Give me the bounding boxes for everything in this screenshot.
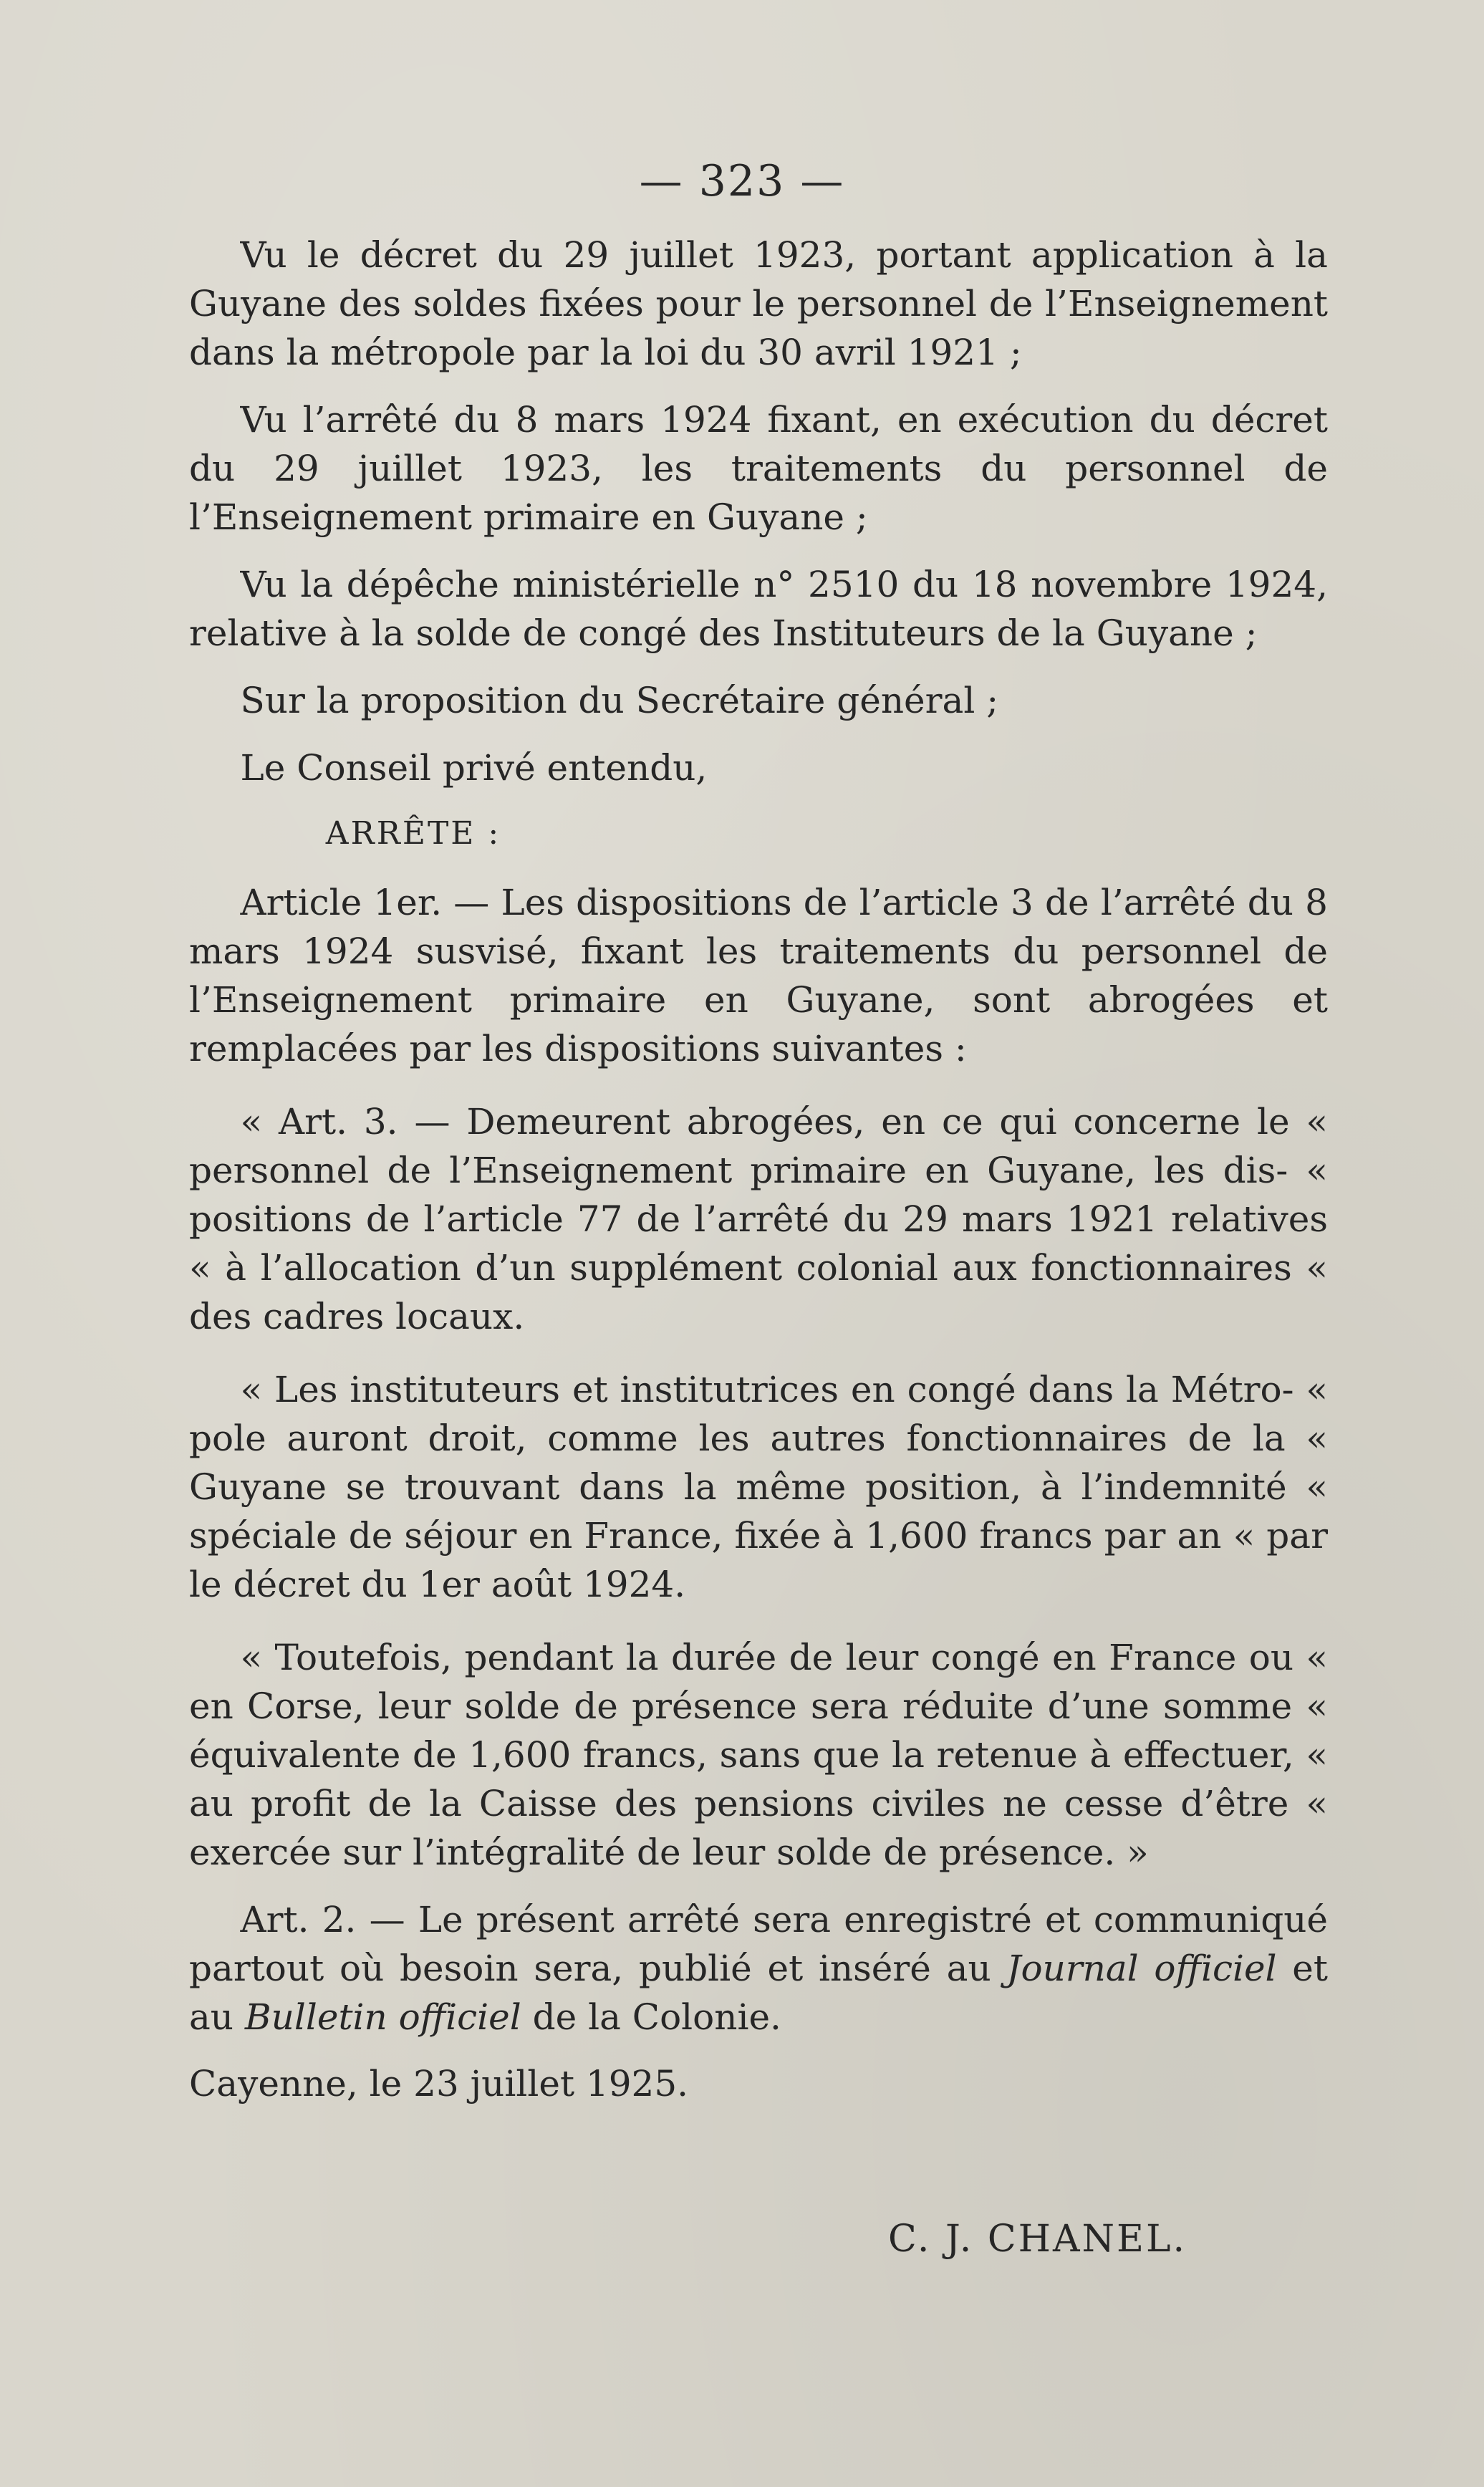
place-date: Cayenne, le 23 juillet 1925. <box>189 2063 689 2104</box>
paragraph-conseil: Le Conseil privé entendu, <box>240 747 708 789</box>
paragraph-proposition: Sur la proposition du Secrétaire général ; <box>240 680 999 721</box>
article-2-text: Art. 2. — Le présent arrêté sera enregistré et communiqué partout où besoin sera, publié et inséré au <box>189 1899 1328 1989</box>
paragraph-vu-arrete: Vu l’arrêté du 8 mars 1924 fixant, en exécution du décret du 29 juillet 1923, les traitements du personnel de l’Enseignement primaire en Guyane ; <box>189 399 1328 538</box>
page-number: — 323 — <box>639 156 845 206</box>
quote-toutefois: « Toutefois, pendant la durée de leur congé en France ou « en Corse, leur solde de présence sera réduite d’une somme « équivalente de 1,600 francs, sans que la retenue à effectuer, « au profit de la Caisse des pensions civiles ne cesse d’être « exercée sur l’intégralité de leur solde de présence. » <box>189 1637 1328 1873</box>
article-1-intro: Article 1er. — Les dispositions de l’article 3 de l’arrêté du 8 mars 1924 susvisé, fixant les traitements du personnel de l’Enseignement primaire en Guyane, sont abrogées et remplacées par les dispositions suivantes : <box>189 882 1328 1069</box>
paragraph-vu-decret: Vu le décret du 29 juillet 1923, portant application à la Guyane des soldes fixées pour le personnel de l’Enseignement dans la métropole par la loi du 30 avril 1921 ; <box>189 234 1328 373</box>
quote-art-3: « Art. 3. — Demeurent abrogées, en ce qui concerne le « personnel de l’Enseignement primaire en Guyane, les dis- « positions de l’article 77 de l’arrêté du 29 mars 1921 relatives « à l’allocation d’un supplément colonial aux fonctionnaires « des cadres locaux. <box>189 1101 1328 1337</box>
article-2 <box>189 1895 1328 2041</box>
bulletin-officiel: Bulletin officiel <box>244 1996 521 2038</box>
journal-officiel: Journal officiel <box>1006 1948 1277 1989</box>
decree-body <box>189 231 1328 2041</box>
arrete-heading: ARRÊTE : <box>325 815 501 852</box>
paragraph-vu-depeche: Vu la dépêche ministérielle n° 2510 du 18 novembre 1924, relative à la solde de congé des Instituteurs de la Guyane ; <box>189 564 1328 654</box>
quote-instituteurs: « Les instituteurs et institutrices en congé dans la Métro- « pole auront droit, comme les autres fonctionnaires de la « Guyane se trouvant dans la même position, à l’indemnité « spéciale de séjour en France, fixée à 1,600 francs par an « par le décret du 1er août 1924. <box>189 1369 1328 1605</box>
article-2-end: de la Colonie. <box>532 1996 781 2038</box>
article-2-middle: et au <box>189 1948 1328 2038</box>
signature: C. J. CHANEL. <box>888 2218 1187 2261</box>
